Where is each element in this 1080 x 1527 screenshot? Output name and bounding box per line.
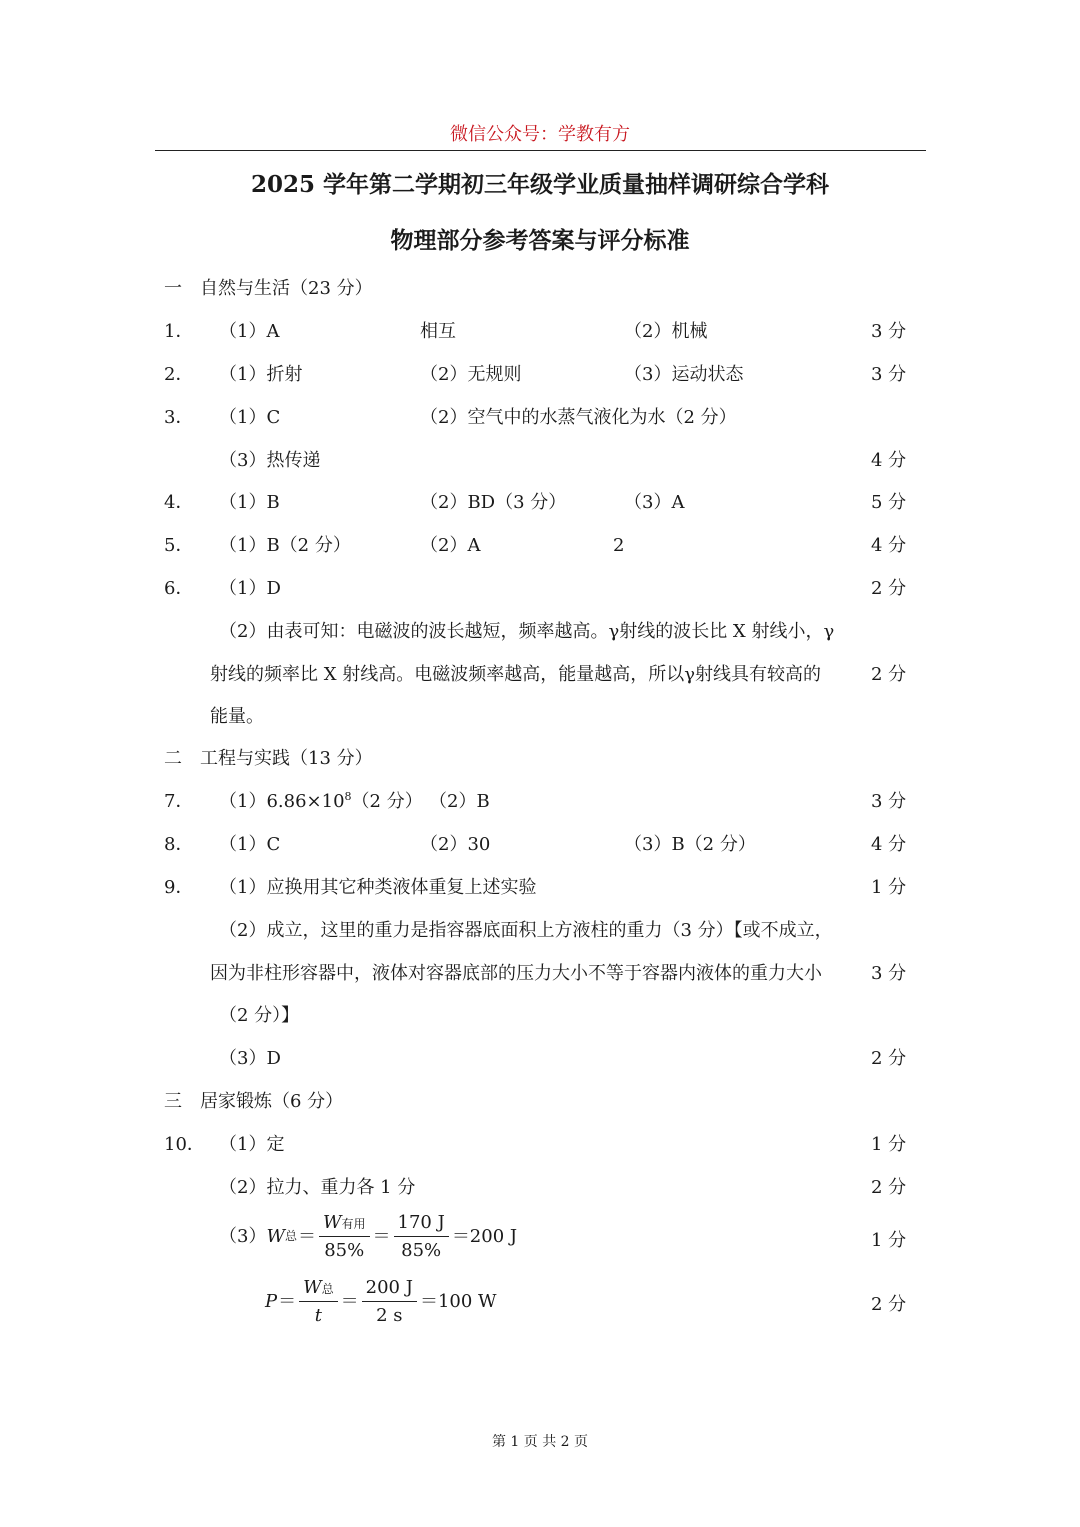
section-heading-1: 一 自然与生活（23 分）: [164, 278, 373, 299]
question-number: 10．: [164, 1134, 205, 1155]
header-watermark: 微信公众号：学教有方: [450, 124, 630, 145]
fraction-numerator: 170 J: [394, 1213, 449, 1237]
question-number: 6．: [164, 578, 194, 599]
answer-2-3: （3）运动状态: [624, 364, 744, 385]
answer-5-1: （1）B（2 分）: [219, 535, 351, 556]
answer-10-2: （2）拉力、重力各 1 分: [219, 1177, 416, 1198]
question-number: 9．: [164, 877, 194, 898]
answer-3-1: （1）C: [219, 407, 281, 428]
section-heading-2: 二 工程与实践（13 分）: [164, 748, 373, 769]
answer-5-2b: 2: [613, 535, 625, 556]
answer-6-2-line3: 能量。: [210, 706, 264, 727]
answer-1-1: （1）A: [219, 321, 280, 342]
answer-9-1: （1）应换用其它种类液体重复上述实验: [219, 877, 537, 898]
equals-sign: ＝: [340, 1290, 359, 1312]
answer-3-2: （2）空气中的水蒸气液化为水（2 分）: [420, 407, 737, 428]
score-10-4: 2 分: [871, 1294, 907, 1315]
answer-6-2-line2: 射线的频率比 X 射线高。电磁波频率越高，能量越高，所以γ射线具有较高的: [210, 664, 822, 685]
formula-total-work: [219, 1213, 518, 1261]
score-4: 5 分: [871, 492, 907, 513]
answer-7-2: （2）B: [429, 791, 490, 812]
result: ＝200 J: [451, 1225, 518, 1247]
score-10-3: 1 分: [871, 1230, 907, 1251]
score-7: 3 分: [871, 791, 907, 812]
answer-4-2: （2）BD（3 分）: [420, 492, 567, 513]
question-number: 7．: [164, 791, 194, 812]
answer-9-2-line2: 因为非柱形容器中，液体对容器底部的压力大小不等于容器内液体的重力大小: [210, 963, 822, 984]
score-6-1: 2 分: [871, 578, 907, 599]
question-number: 3．: [164, 407, 194, 428]
answer-2-1: （1）折射: [219, 364, 303, 385]
result: ＝100 W: [419, 1290, 497, 1312]
answer-10-3-label: （3）: [219, 1225, 267, 1247]
score-2: 3 分: [871, 364, 907, 385]
answer-4-3: （3）A: [624, 492, 685, 513]
score-9-1: 1 分: [871, 877, 907, 898]
question-number: 4．: [164, 492, 194, 513]
symbol-w: W: [266, 1225, 285, 1247]
answer-8-1: （1）C: [219, 834, 281, 855]
question-number: 5．: [164, 535, 194, 556]
score-3: 4 分: [871, 450, 907, 471]
answer-1-2: （2）机械: [624, 321, 708, 342]
score-10-2: 2 分: [871, 1177, 907, 1198]
score-9-3: 2 分: [871, 1048, 907, 1069]
question-number: 2．: [164, 364, 194, 385]
fraction-numerator: 200 J: [362, 1278, 417, 1302]
page-subtitle: 物理部分参考答案与评分标准: [390, 227, 690, 254]
fraction: [394, 1213, 449, 1261]
formula-power: [265, 1278, 498, 1326]
header-rule: [155, 150, 926, 151]
equals-sign: ＝: [278, 1290, 297, 1312]
score-6-2: 2 分: [871, 664, 907, 685]
score-5: 4 分: [871, 535, 907, 556]
score-10-1: 1 分: [871, 1134, 907, 1155]
score-9-2: 3 分: [871, 963, 907, 984]
score-1: 3 分: [871, 321, 907, 342]
answer-9-3: （3）D: [219, 1048, 281, 1069]
fraction-denominator: 2 s: [376, 1304, 403, 1326]
answer-9-2-line3: （2 分）】: [219, 1005, 300, 1026]
answer-5-2: （2）A: [420, 535, 481, 556]
score-8: 4 分: [871, 834, 907, 855]
fraction: [319, 1213, 370, 1261]
equals-sign: ＝: [372, 1225, 391, 1247]
fraction-denominator: t: [314, 1304, 322, 1326]
answer-1-1b: 相互: [420, 321, 456, 342]
fraction-denominator: 85%: [324, 1239, 365, 1261]
answer-8-3: （3）B（2 分）: [624, 834, 756, 855]
question-number: 1．: [164, 321, 194, 342]
answer-6-2-line1: （2）由表可知：电磁波的波长越短，频率越高。γ射线的波长比 X 射线小，γ: [219, 621, 835, 642]
fraction-numerator: W总: [299, 1278, 338, 1302]
answer-3-3: （3）热传递: [219, 450, 321, 471]
fraction: [299, 1278, 338, 1326]
answer-7-1: $(1)6.86\times 10^8(2$ 分）: [219, 790, 423, 812]
answer-9-2-line1: （2）成立，这里的重力是指容器底面积上方液柱的重力（3 分）【或不成立，: [219, 920, 833, 941]
answer-6-1: （1）D: [219, 578, 281, 599]
equals-sign: ＝: [297, 1225, 316, 1247]
subscript: 总: [284, 1229, 297, 1244]
fraction-numerator: W有用: [319, 1213, 370, 1237]
fraction: [362, 1278, 417, 1326]
answer-10-1: （1）定: [219, 1134, 285, 1155]
section-heading-3: 三 居家锻炼（6 分）: [164, 1091, 344, 1112]
answer-2-2: （2）无规则: [420, 364, 522, 385]
answer-8-2: （2）30: [420, 834, 491, 855]
page-title: 2025 学年第二学期初三年级学业质量抽样调研综合学科: [250, 171, 830, 198]
fraction-denominator: 85%: [401, 1239, 442, 1261]
symbol-p: P: [265, 1290, 278, 1312]
answer-4-1: （1）B: [219, 492, 280, 513]
page-footer: 第 1 页 共 2 页: [491, 1434, 589, 1450]
question-number: 8．: [164, 834, 194, 855]
